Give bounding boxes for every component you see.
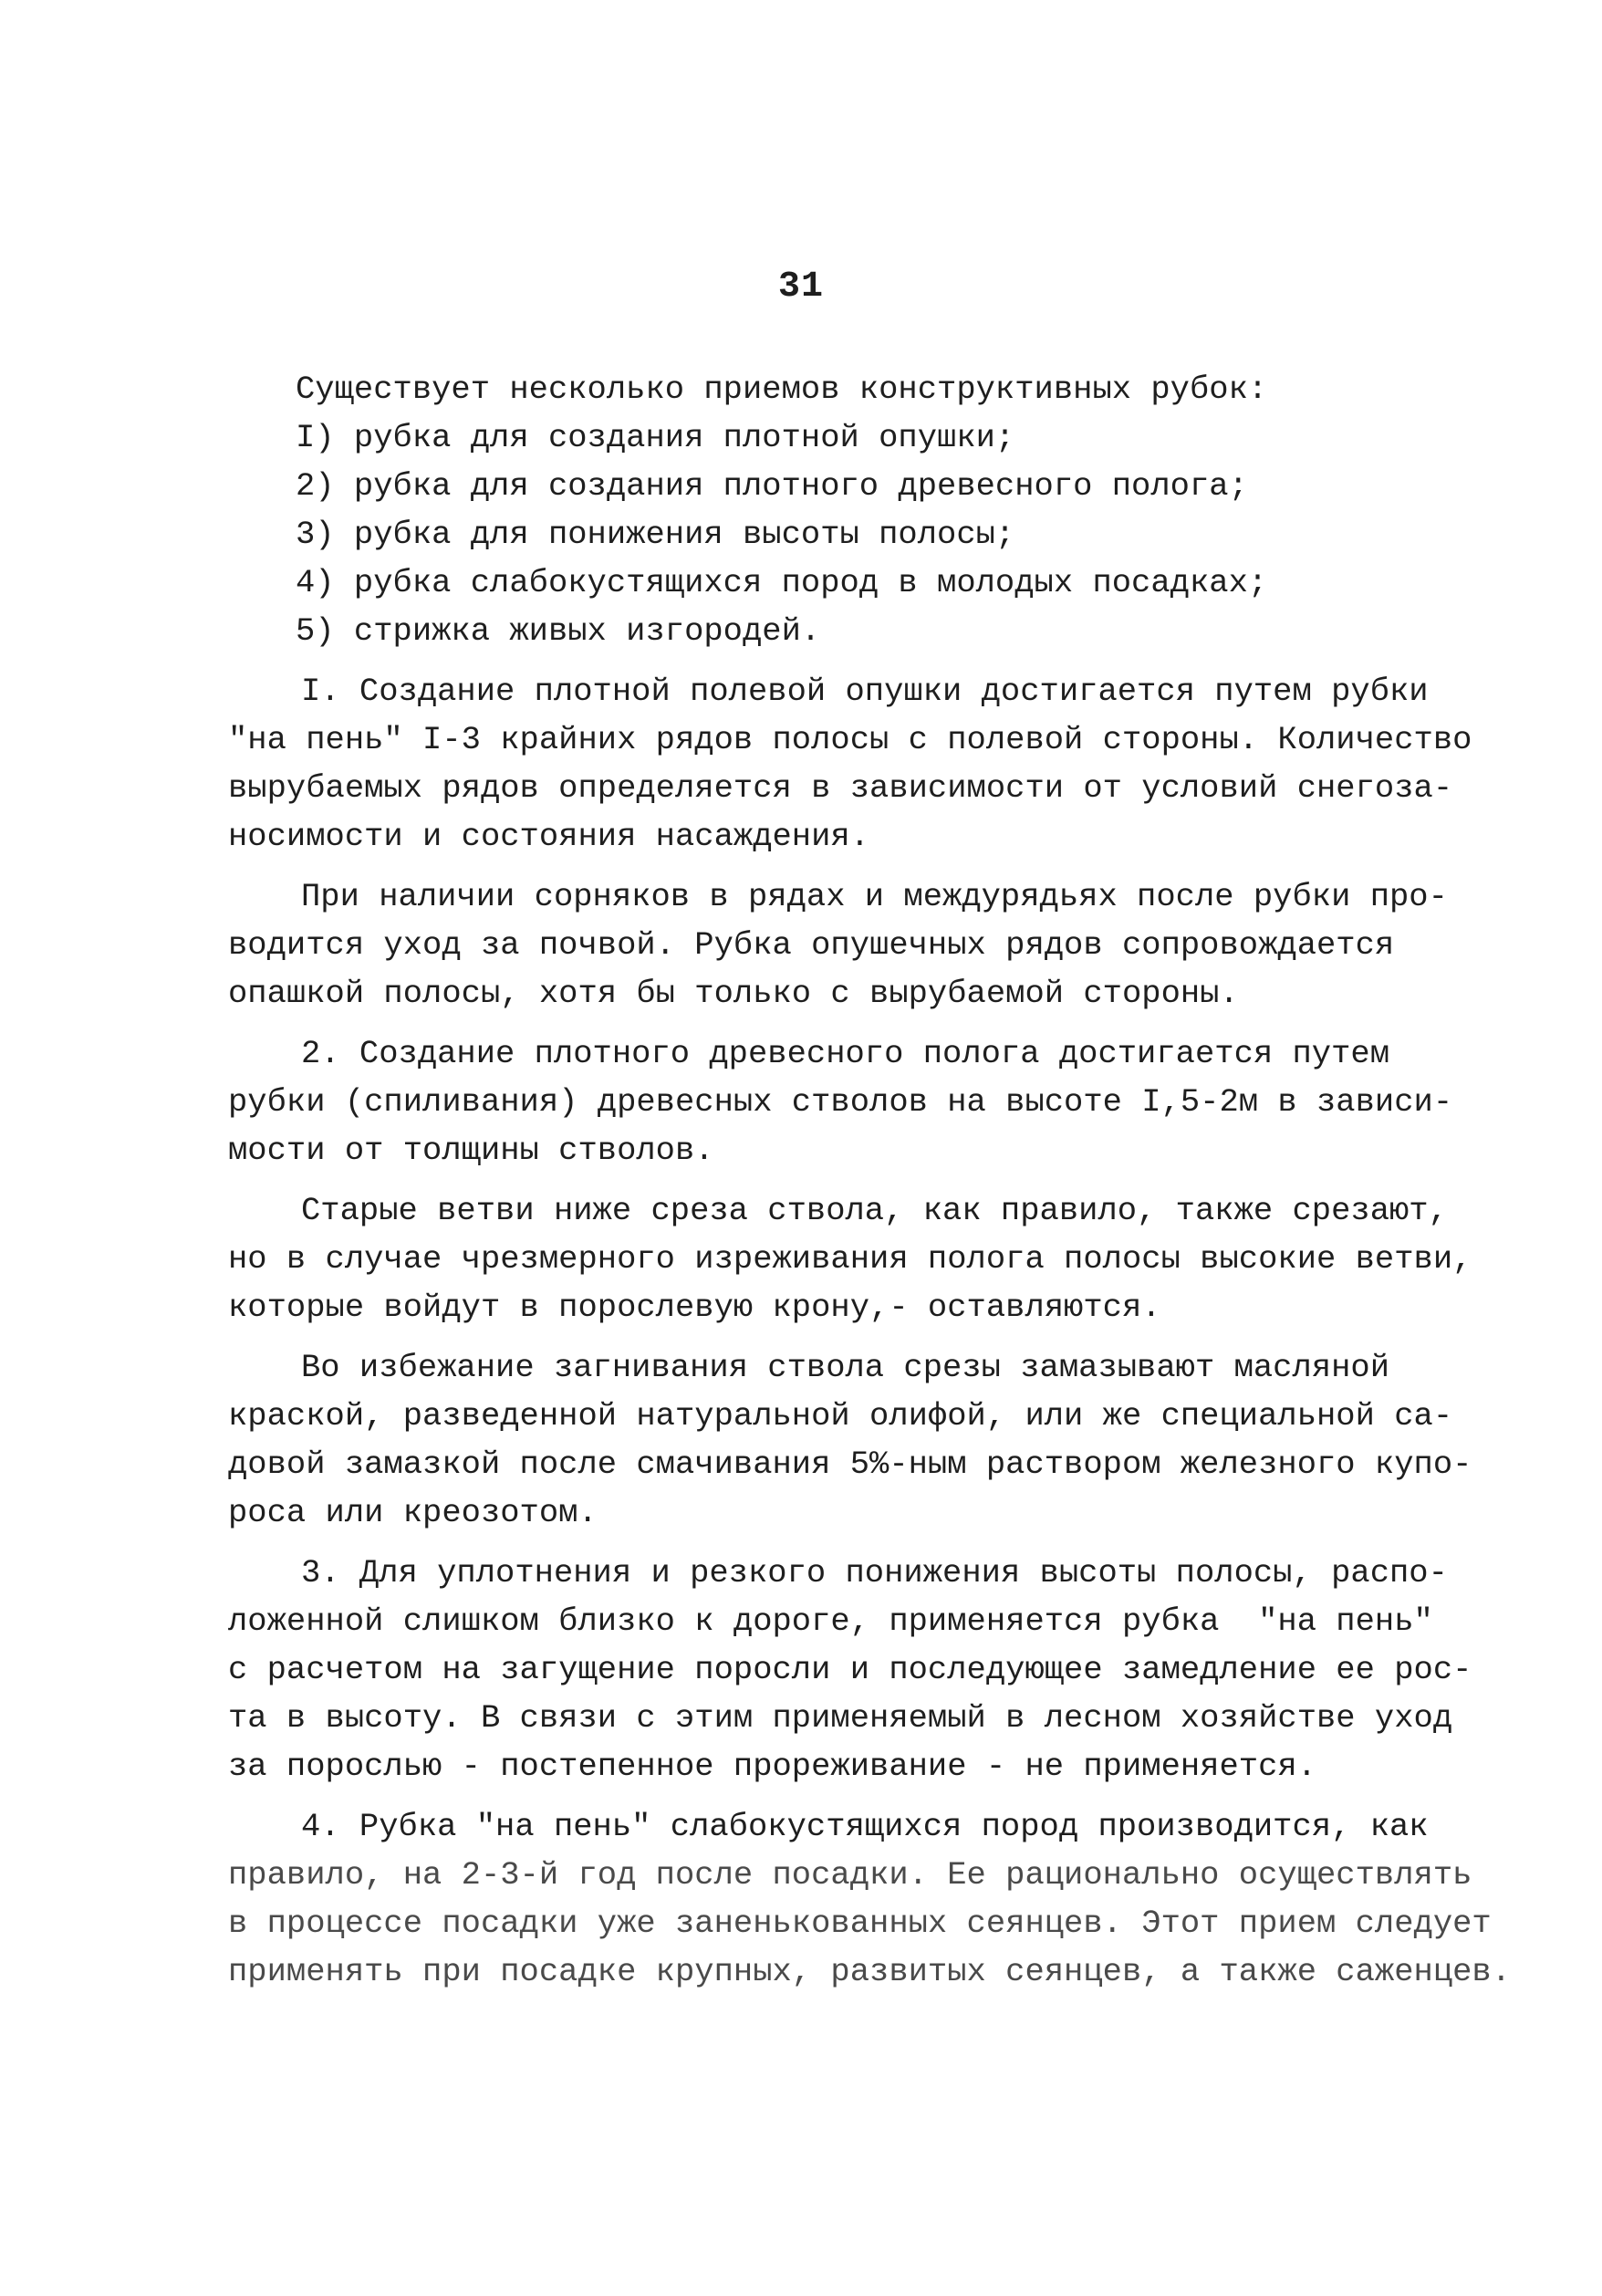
body-text [228, 365, 1512, 1996]
paragraph-gap [228, 655, 1432, 667]
paragraph-first-line: Во избежание загнивания ствола срезы замазывают масляной [301, 1349, 1389, 1386]
text-line: ложенной слишком близко к дороге, применяется рубка "на пень" [228, 1602, 1433, 1640]
text-line: с расчетом на загущение поросли и последующее замедление ее рос- [228, 1651, 1472, 1688]
paragraph-first-line: 4. Рубка "на пень" слабокустящихся пород производится, как [301, 1808, 1429, 1845]
text-line: вырубаемых рядов определяется в зависимости от условий снегоза- [228, 769, 1453, 807]
text-line: применять при посадке крупных, развитых сеянцев, а также саженцев. [228, 1953, 1512, 1990]
paragraph-gap [228, 1018, 1432, 1029]
paragraph-first-line: При наличии сорняков в рядах и междурядьях после рубки про- [301, 878, 1448, 915]
paragraph-gap [228, 1537, 1432, 1549]
paragraph-first-line: 3. Для уплотнения и резкого понижения высоты полосы, распо- [301, 1554, 1448, 1592]
text-line: но в случае чрезмерного изреживания полога полосы высокие ветви, [228, 1240, 1472, 1278]
page-number: 31 [777, 266, 824, 308]
paragraph-gap [228, 1174, 1432, 1186]
text-line: носимости и состояния насаждения. [228, 818, 870, 855]
text-line: в процессе посадки уже заненькованных сеянцев. Этот прием следует [228, 1905, 1492, 1942]
text-line: роса или креозотом. [228, 1494, 598, 1531]
list-line: Существует несколько приемов конструктивных рубок: [296, 370, 1268, 408]
text-line: та в высоту. В связи с этим применяемый в лесном хозяйстве уход [228, 1699, 1453, 1737]
paragraph-gap [228, 1331, 1432, 1343]
paragraph-gap [228, 861, 1432, 872]
paragraph-first-line: I. Создание плотной полевой опушки достигается путем рубки [301, 673, 1429, 710]
text-line: "на пень" I-3 крайних рядов полосы с полевой стороны. Количество [228, 721, 1472, 758]
text-line: краской, разведенной натуральной олифой, или же специальной са- [228, 1397, 1453, 1435]
text-line: правило, на 2-3-й год после посадки. Ее рационально осуществлять [228, 1856, 1472, 1894]
text-line: водится уход за почвой. Рубка опушечных рядов сопровождается [228, 926, 1395, 964]
text-line: довой замазкой после смачивания 5%-ным раствором железного купо- [228, 1445, 1472, 1483]
list-line: 4) рубка слабокустящихся пород в молодых посадках; [296, 564, 1268, 601]
text-line: за порослью - постепенное прореживание - не применяется. [228, 1748, 1316, 1785]
paragraph-first-line: Старые ветви ниже среза ствола, как правило, также срезают, [301, 1192, 1448, 1229]
text-line: опашкой полосы, хотя бы только с вырубаемой стороны. [228, 975, 1239, 1012]
list-line: 2) рубка для создания плотного древесного полога; [296, 467, 1248, 505]
text-line: мости от толщины стволов. [228, 1132, 714, 1169]
list-line: 5) стрижка живых изгородей. [296, 612, 821, 650]
paragraph-first-line: 2. Создание плотного древесного полога достигается путем [301, 1035, 1389, 1072]
text-line: рубки (спиливания) древесных стволов на высоте I,5-2м в зависи- [228, 1083, 1453, 1121]
list-line: 3) рубка для понижения высоты полосы; [296, 516, 1015, 553]
list-line: I) рубка для создания плотной опушки; [296, 419, 1015, 456]
paragraph-gap [228, 1790, 1432, 1802]
text-line: которые войдут в порослевую крону,- оставляются. [228, 1289, 1161, 1326]
